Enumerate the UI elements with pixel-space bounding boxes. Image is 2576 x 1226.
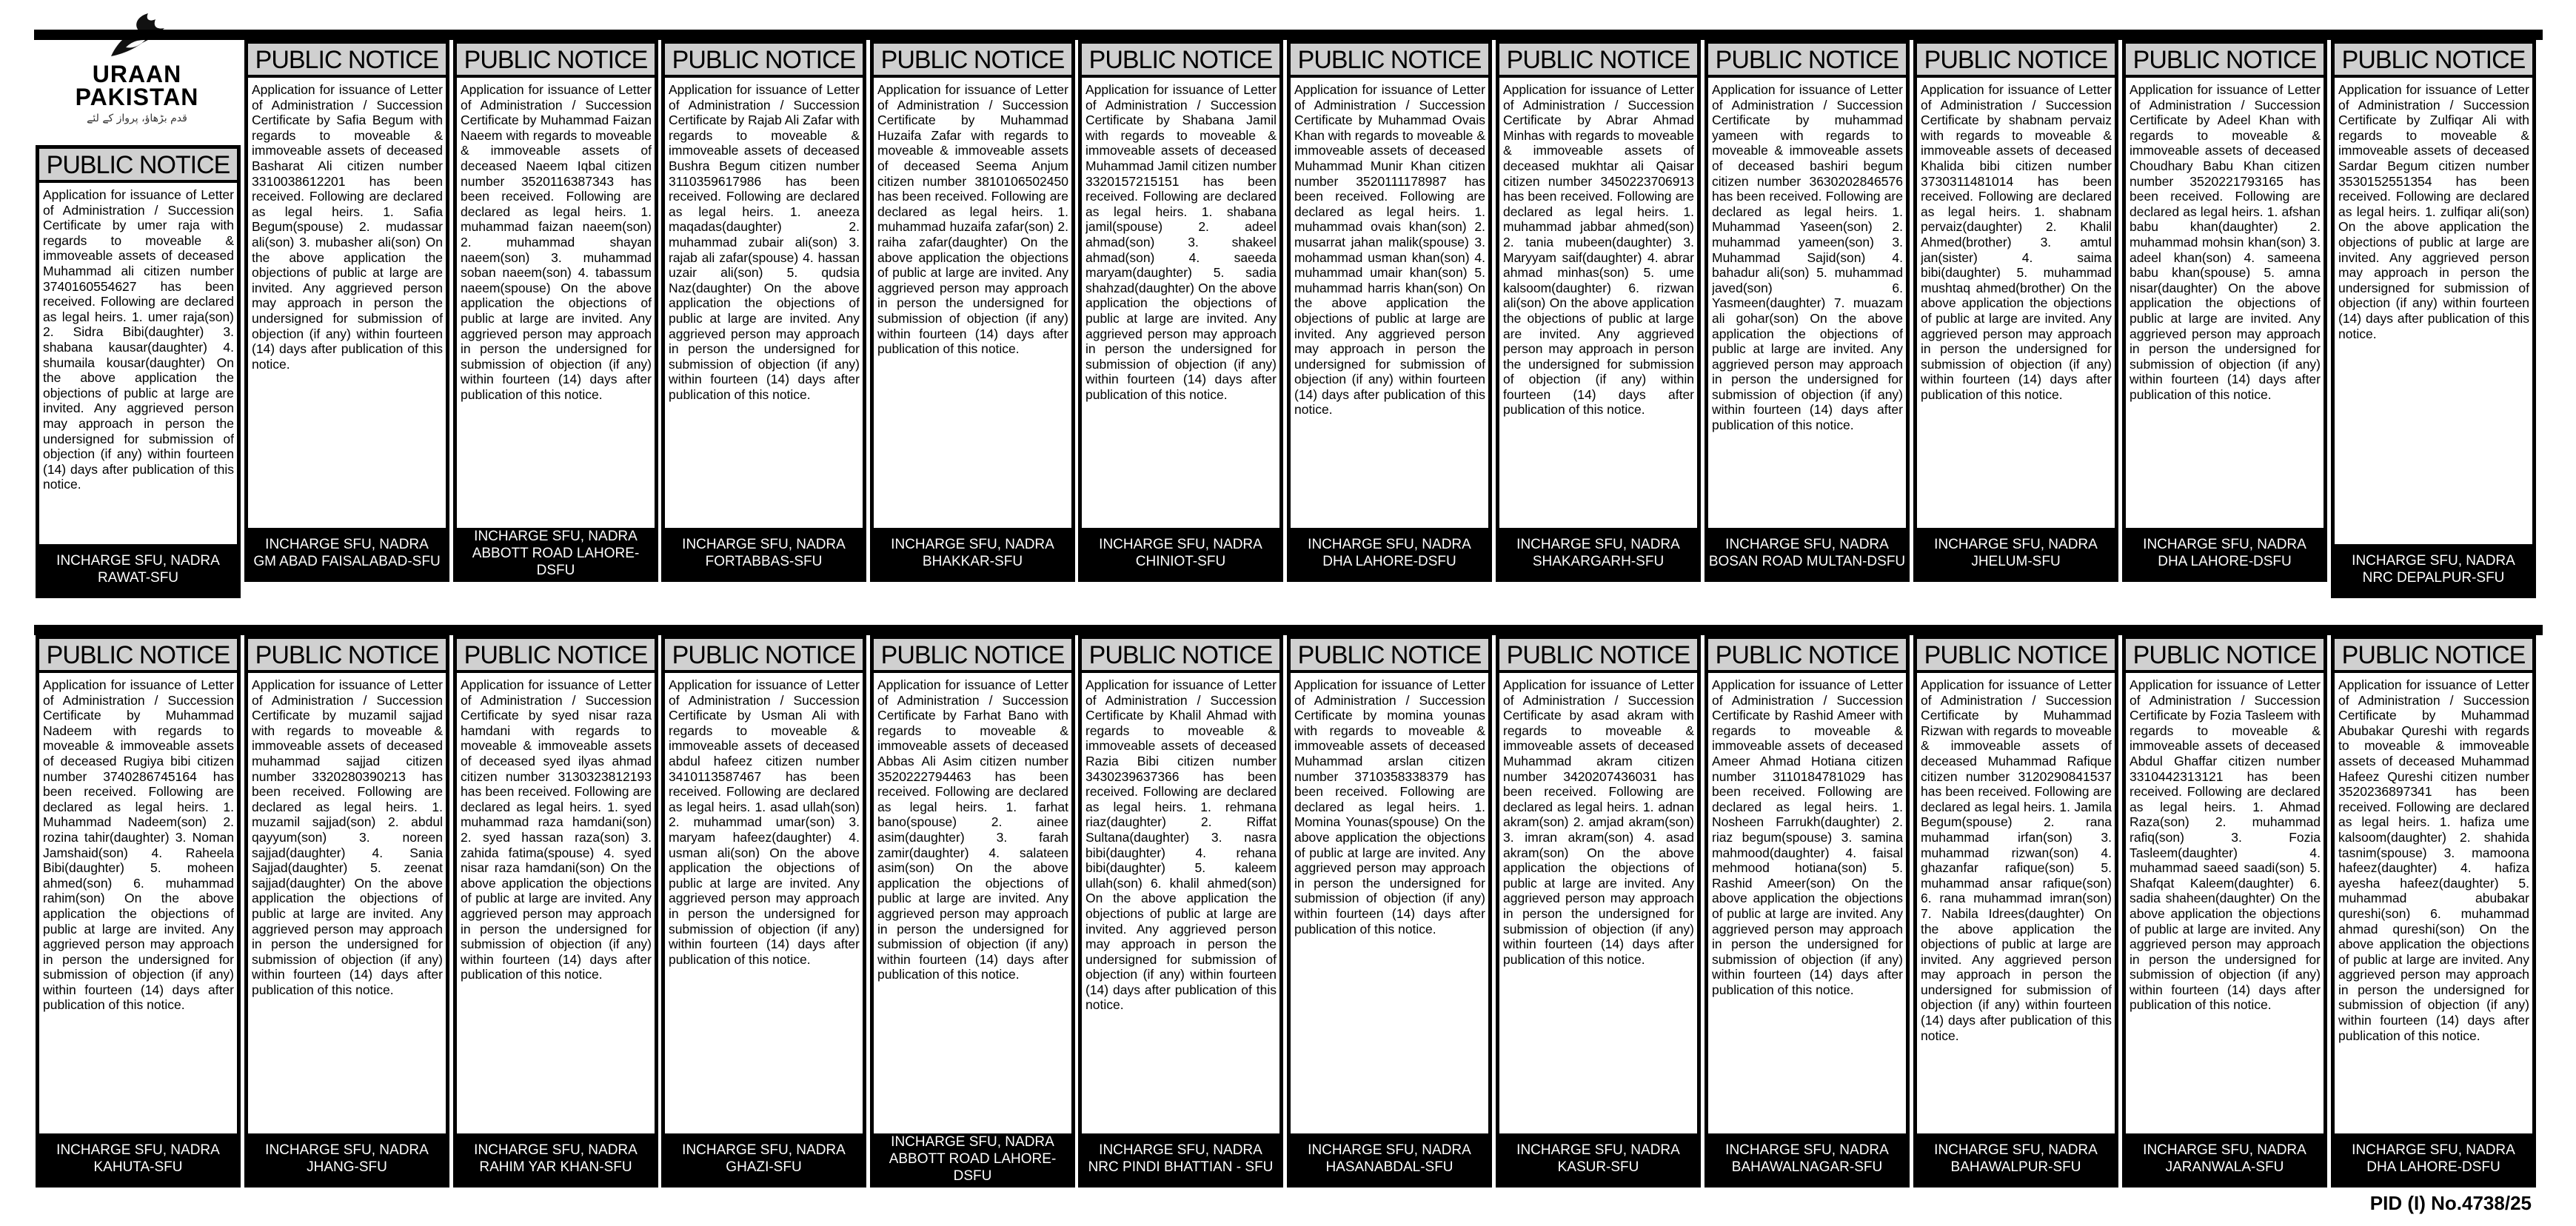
brand-name-line1: URAAN: [92, 61, 182, 87]
notice-body: Application for issuance of Letter of Administration / Succession Certificate by Safia Begum with regards to moveable & immoveable assets of deceased Basharat Ali citizen number 3310038612201 has been received. Following are declared as legal heirs. 1. Safia Begum(spouse) 2. mudassar ali(son) 3. mubasher ali(son) On the above application the objections of public at large are invited. Any aggrieved person may approach in person the undersigned for submission of objection (if any) within fourteen (14) days after publication of this notice.: [252, 82, 443, 372]
footer-role: INCHARGE SFU, NADRA: [1725, 537, 1889, 552]
notice-footer: [1708, 528, 1906, 578]
public-notice-card: [661, 40, 866, 582]
notice-body: Application for issuance of Letter of Administration / Succession Certificate by asad akram with regards to moveable & immoveable assets of deceased Muhammad akram citizen number 3420207436031 has been received. Following are declared as legal heirs. 1. adnan akram(son) 2. amjad akram(son) 3. imran akram(son) 4. asad akram(son) On the above application the objections of public at large are invited. Any aggrieved person may approach in person the undersigned for submission of objection (if any) within fourteen (14) days after publication of this notice.: [1503, 677, 1694, 967]
notice-heading: PUBLIC NOTICE: [1499, 639, 1697, 673]
public-notice-card: [2331, 40, 2536, 598]
top-rule-row2: [34, 625, 2543, 635]
footer-office: ABBOTT ROAD LAHORE-DSFU: [472, 545, 640, 578]
notice-heading: PUBLIC NOTICE: [39, 639, 237, 673]
notice-footer: [1499, 1133, 1697, 1184]
notice-heading: PUBLIC NOTICE: [665, 639, 863, 673]
footer-role: INCHARGE SFU, NADRA: [891, 1133, 1054, 1150]
footer-office: GM ABAD FAISALABAD-SFU: [253, 554, 441, 569]
notice-body: Application for issuance of Letter of Administration / Succession Certificate by umer raja with regards to moveable & immoveable assets of deceased Muhammad ali citizen number 3740160554627 has been received. Following are declared as legal heirs. 1. umer raja(son) 2. Sidra Bibi(daughter) 3. shabana kausar(daughter) 4. shumaila kousar(daughter) On the above application the objections of public at large are invited. Any aggrieved person may approach in person the undersigned for submission of objection (if any) within fourteen (14) days after publication of this notice.: [43, 187, 234, 492]
public-notice-card: [453, 40, 658, 582]
notice-heading: PUBLIC NOTICE: [1708, 44, 1906, 78]
public-notice-card: [1913, 635, 2118, 1188]
notice-footer: [1082, 528, 1279, 578]
footer-office: KAHUTA-SFU: [93, 1159, 183, 1175]
notice-heading: PUBLIC NOTICE: [2126, 44, 2324, 78]
notice-body: Application for issuance of Letter of Administration / Succession Certificate by Rashid Ameer with regards to moveable & immoveable assets of deceased Ameer Ahmad Hotiana citizen number 3110184781029 has been received. Following are declared as legal heirs. 1. Nosheen Farrukh(daughter) 2. riaz begum(spouse) 3. samina mahmood(daughter) 4. faisal mehmood hotiana(son) 5. Rashid Ameer(son) On the above application the objections of public at large are invited. Any aggrieved person may approach in person the undersigned for submission of objection (if any) within fourteen (14) days after publication of this notice.: [1712, 677, 1903, 997]
notice-footer: [2335, 1133, 2532, 1184]
notice-body: Application for issuance of Letter of Administration / Succession Certificate by Farhat Bano with regards to moveable & immoveable assets of deceased Abbas Ali Asim citizen number 3520222794463 has been received. Following are declared as legal heirs. 1. farhat bano(spouse) 2. ainee asim(daughter) 3. farah zamir(daughter) 4. salateen asim(son) On the above application the objections of public at large are invited. Any aggrieved person may approach in person the undersigned for submission of objection (if any) within fourteen (14) days after publication of this notice.: [877, 677, 1068, 982]
notice-heading: PUBLIC NOTICE: [1917, 639, 2115, 673]
public-notice-card: [1078, 40, 1283, 582]
public-notice-card: [870, 635, 1075, 1188]
notice-footer: [665, 528, 863, 578]
notice-footer: [457, 528, 655, 578]
brand-name-line2: PAKISTAN: [75, 84, 199, 110]
footer-office: JARANWALA-SFU: [2165, 1159, 2284, 1175]
notice-body: Application for issuance of Letter of Administration / Succession Certificate by Abrar Ahmad Minhas with regards to moveable & immoveable assets of deceased mukhtar ali Qaisar citizen number 3450223706913 has been received. Following are declared as legal heirs. 1. muhammad jabbar ahmed(son) 2. tania mubeen(daughter) 3. Maryyam saif(daughter) 4. abrar ahmad minhas(son) 5. ume kalsoom(daughter) 6. rizwan ali(son) On the above application the objections of public at large are invited. Any aggrieved person may approach in person the undersigned for submission of objection (if any) within fourteen (14) days after publication of this notice.: [1503, 82, 1694, 418]
footer-role: INCHARGE SFU, NADRA: [1308, 537, 1471, 552]
notice-footer: [248, 1133, 446, 1184]
notice-heading: PUBLIC NOTICE: [248, 44, 446, 78]
footer-role: INCHARGE SFU, NADRA: [682, 537, 846, 552]
footer-office: JHELUM-SFU: [1971, 554, 2061, 569]
footer-role: INCHARGE SFU, NADRA: [56, 1142, 220, 1158]
notice-footer: [1499, 528, 1697, 578]
notice-body: Application for issuance of Letter of Administration / Succession Certificate by syed nisar raza hamdani with regards to moveable & immoveable assets of deceased syed ilyas ahmad citizen number 3130323812193 has been received. Following are declared as legal heirs. 1. syed muhammad raza hamdani(son) 2. syed hassan raza(son) 3. zahida fatima(spouse) 4. syed nisar raza hamdani(son) On the above application the objections of public at large are invited. Any aggrieved person may approach in person the undersigned for submission of objection (if any) within fourteen (14) days after publication of this notice.: [461, 677, 652, 982]
notice-heading: PUBLIC NOTICE: [2126, 639, 2324, 673]
notice-body: Application for issuance of Letter of Administration / Succession Certificate by Khalil Ahmad with regards to moveable & immoveable assets of deceased Razia Bibi citizen number 3430239637366 has been received. Following are declared as legal heirs. 1. rehmana riaz(daughter) 2. Riffat Sultana(daughter) 3. nasra bibi(daughter) 4. rehana bibi(daughter) 5. kaleem ullah(son) 6. khalil ahmed(son) On the above application the objections of public at large are invited. Any aggrieved person may approach in person the undersigned for submission of objection (if any) within fourteen (14) days after publication of this notice.: [1085, 677, 1277, 1013]
notice-footer: [874, 1133, 1071, 1184]
footer-office: DHA LAHORE-DSFU: [1322, 554, 1456, 569]
public-notice-card: [661, 635, 866, 1188]
footer-role: INCHARGE SFU, NADRA: [1099, 1142, 1262, 1158]
top-rule-row1: [34, 30, 2543, 40]
public-notice-card: [36, 145, 241, 598]
notice-body: Application for issuance of Letter of Administration / Succession Certificate by shabnam pervaiz with regards to moveable & immoveable assets of deceased Khalida bibi citizen number 3730311481014 has been received. Following are declared as legal heirs. 1. shabnam pervaiz(daughter) 2. Khalil Ahmed(brother) 3. amtul jan(sister) 4. saima bibi(daughter) 5. muhammad mushtaq ahmed(brother) On the above application the objections of public at large are invited. Any aggrieved person may approach in person the undersigned for submission of objection (if any) within fourteen (14) days after publication of this notice.: [1921, 82, 2112, 402]
notice-footer: [1291, 528, 1488, 578]
footer-role: INCHARGE SFU, NADRA: [1308, 1142, 1471, 1158]
notice-heading: PUBLIC NOTICE: [1917, 44, 2115, 78]
notice-heading: PUBLIC NOTICE: [1082, 639, 1279, 673]
footer-role: INCHARGE SFU, NADRA: [1725, 1142, 1889, 1158]
notice-heading: PUBLIC NOTICE: [457, 44, 655, 78]
notice-body: Application for issuance of Letter of Administration / Succession Certificate by Usman Ali with regards to moveable & immoveable assets of deceased abdul hafeez citizen number 3410113587467 has been received. Following are declared as legal heirs. 1. asad ullah(son) 2. muhammad umar(son) 3. maryam hafeez(daughter) 4. usman ali(son) On the above application the objections of public at large are invited. Any aggrieved person may approach in person the undersigned for submission of objection (if any) within fourteen (14) days after publication of this notice.: [669, 677, 860, 967]
footer-role: INCHARGE SFU, NADRA: [56, 553, 220, 569]
notice-footer: [2126, 1133, 2324, 1184]
footer-office: DHA LAHORE-DSFU: [2158, 554, 2292, 569]
public-notice-card: [2331, 635, 2536, 1188]
notice-body: Application for issuance of Letter of Administration / Succession Certificate by Rajab Ali Zafar with regards to moveable & immoveable assets of deceased Bushra Begum citizen number 3110359617986 has been received. Following are declared as legal heirs. 1. aneeza maqadas(daughter) 2. muhammad zubair ali(son) 3. rajab ali zafar(spouse) 4. hassan uzair ali(son) 5. qudsia Naz(daughter) On the above application the objections of public at large are invited. Any aggrieved person may approach in person the undersigned for submission of objection (if any) within fourteen (14) days after publication of this notice.: [669, 82, 860, 402]
notice-body: Application for issuance of Letter of Administration / Succession Certificate by Muhammad Abubakar Qureshi with regards to moveable & immoveable assets of deceased Muhammad Hafeez Qureshi citizen number 3520236897341 has been received. Following are declared as legal heirs. 1. hafiza ume kalsoom(daughter) 2. shahida tasnim(spouse) 3. mamoona hafeez(daughter) 4. hafiza ayesha hafeez(daughter) 5. muhammad abubakar qureshi(son) 6. muhammad ahmad qureshi(son) On the above application the objections of public at large are invited. Any aggrieved person may approach in person the undersigned for submission of objection (if any) within fourteen (14) days after publication of this notice.: [2338, 677, 2529, 1043]
footer-role: INCHARGE SFU, NADRA: [1099, 537, 1262, 552]
public-notice-card: [244, 635, 449, 1188]
footer-office: BAHAWALPUR-SFU: [1950, 1159, 2081, 1175]
public-notice-card: [2122, 40, 2327, 582]
notice-footer: [1291, 1133, 1488, 1184]
footer-office: BHAKKAR-SFU: [922, 554, 1023, 569]
notice-heading: PUBLIC NOTICE: [2335, 639, 2532, 673]
pid-number: PID (I) No.4738/25: [2369, 1192, 2532, 1214]
notice-body: Application for issuance of Letter of Administration / Succession Certificate by momina younas with regards to moveable & immoveable assets of deceased Muhammad arslan citizen number 3710358338379 has been received. Following are declared as legal heirs. 1. Momina Younas(spouse) On the above application the objections of public at large are invited. Any aggrieved person may approach in person the undersigned for submission of objection (if any) within fourteen (14) days after publication of this notice.: [1294, 677, 1485, 937]
footer-role: INCHARGE SFU, NADRA: [682, 1142, 846, 1158]
notice-footer: [2335, 544, 2532, 594]
notice-heading: PUBLIC NOTICE: [457, 639, 655, 673]
notice-footer: [1708, 1133, 1906, 1184]
notice-footer: [1917, 1133, 2115, 1184]
public-notice-card: [1078, 635, 1283, 1188]
notice-body: Application for issuance of Letter of Administration / Succession Certificate by Muhammad Rizwan with regards to moveable & immoveable assets of deceased Muhammad Rafique citizen number 3120290841537 has been received. Following are declared as legal heirs. 1. Jamila Begum(spouse) 2. rana muhammad irfan(son) 3. muhammad rizwan(son) 4. ghazanfar rafique(son) 5. muhammad ansar rafique(son) 6. rana muhammad imran(son) 7. Nabila Idrees(daughter) On the above application the objections of public at large are invited. Any aggrieved person may approach in person the undersigned for submission of objection (if any) within fourteen (14) days after publication of this notice.: [1921, 677, 2112, 1043]
notice-heading: PUBLIC NOTICE: [2335, 44, 2532, 78]
brand-tagline: قدم بڑھاؤ، پرواز کے لئے: [87, 113, 187, 124]
footer-office: RAWAT-SFU: [97, 570, 179, 586]
notice-heading: PUBLIC NOTICE: [874, 639, 1071, 673]
notice-footer: [1917, 528, 2115, 578]
notice-heading: PUBLIC NOTICE: [39, 149, 237, 183]
notice-footer: [457, 1133, 655, 1184]
footer-office: ABBOTT ROAD LAHORE-DSFU: [889, 1150, 1057, 1184]
notice-body: Application for issuance of Letter of Administration / Succession Certificate by Muhammad Huzaifa Zafar with regards to moveable & immoveable assets of deceased Seema Anjum citizen number 3810106502450 has been received. Following are declared as legal heirs. 1. muhammad huzaifa zafar(son) 2. raiha zafar(daughter) On the above application the objections of public at large are invited. Any aggrieved person may approach in person the undersigned for submission of objection (if any) within fourteen (14) days after publication of this notice.: [877, 82, 1068, 357]
notice-footer: [665, 1133, 863, 1184]
public-notice-card: [1287, 635, 1492, 1188]
footer-role: INCHARGE SFU, NADRA: [2143, 1142, 2306, 1158]
public-notice-card: [1496, 40, 1701, 582]
footer-office: KASUR-SFU: [1557, 1159, 1639, 1175]
footer-office: GHAZI-SFU: [726, 1159, 802, 1175]
footer-office: HASANABDAL-SFU: [1325, 1159, 1453, 1175]
footer-office: RAHIM YAR KHAN-SFU: [479, 1159, 632, 1175]
public-notice-card: [2122, 635, 2327, 1188]
footer-role: INCHARGE SFU, NADRA: [474, 528, 638, 544]
public-notice-card: [453, 635, 658, 1188]
notice-footer: [248, 528, 446, 578]
public-notice-card: [1704, 40, 1910, 582]
public-notice-card: [244, 40, 449, 582]
notice-heading: PUBLIC NOTICE: [1499, 44, 1697, 78]
notice-heading: PUBLIC NOTICE: [1708, 639, 1906, 673]
notice-body: Application for issuance of Letter of Administration / Succession Certificate by Muhammad Nadeem with regards to moveable & immoveable assets of deceased Rugiya bibi citizen number 3740286745164 has been received. Following are declared as legal heirs. 1. Muhammad Nadeem(son) 2. rozina tahir(daughter) 3. Noman Jamshaid(son) 4. Raheela Bibi(daughter) 5. moheen ahmed(son) 6. muhammad rahim(son) On the above application the objections of public at large are invited. Any aggrieved person may approach in person the undersigned for submission of objection (if any) within fourteen (14) days after publication of this notice.: [43, 677, 234, 1013]
footer-office: DHA LAHORE-DSFU: [2366, 1159, 2500, 1175]
notice-body: Application for issuance of Letter of Administration / Succession Certificate by muzamil sajjad with regards to moveable & immoveable assets of deceased muhammad sajjad citizen number 3320280390213 has been received. Following are declared as legal heirs. 1. muzamil sajjad(son) 2. abdul qayyum(son) 3. noreen sajjad(daughter) 4. Sania Sajjad(daughter) 5. zeenat sajjad(daughter) On the above application the objections of public at large are invited. Any aggrieved person may approach in person the undersigned for submission of objection (if any) within fourteen (14) days after publication of this notice.: [252, 677, 443, 997]
footer-office: NRC DEPALPUR-SFU: [2362, 570, 2505, 586]
notice-heading: PUBLIC NOTICE: [1291, 639, 1488, 673]
notice-body: Application for issuance of Letter of Administration / Succession Certificate by Muhammad Faizan Naeem with regards to moveable & immoveable assets of deceased Naeem Iqbal citizen number 3520116387343 has been received. Following are declared as legal heirs. 1. muhammad faizan naeem(son) 2. muhammad shayan naeem(son) 3. muhammad soban naeem(son) 4. tabassum naeem(spouse) On the above application the objections of public at large are invited. Any aggrieved person may approach in person the undersigned for submission of objection (if any) within fourteen (14) days after publication of this notice.: [461, 82, 652, 402]
public-notice-card: [36, 635, 241, 1188]
notice-body: Application for issuance of Letter of Administration / Succession Certificate by Muhammad Ovais Khan with regards to moveable & immoveable assets of deceased Muhammad Munir Khan citizen number 3520111178987 has been received. Following are declared as legal heirs. 1. muhammad ovais khan(son) 2. musarrat jahan malik(spouse) 3. mohammad usman khan(son) 4. muhammad umair khan(son) 5. muhammad harris khan(son) On the above application the objections of public at large are invited. Any aggrieved person may approach in person the undersigned for submission of objection (if any) within fourteen (14) days after publication of this notice.: [1294, 82, 1485, 418]
footer-role: INCHARGE SFU, NADRA: [474, 1142, 638, 1158]
footer-role: INCHARGE SFU, NADRA: [891, 537, 1054, 552]
notice-footer: [39, 1133, 237, 1184]
notice-footer: [1082, 1133, 1279, 1184]
footer-role: INCHARGE SFU, NADRA: [1516, 537, 1680, 552]
footer-role: INCHARGE SFU, NADRA: [1516, 1142, 1680, 1158]
footer-office: BOSAN ROAD MULTAN-DSFU: [1708, 554, 1906, 569]
notice-heading: PUBLIC NOTICE: [665, 44, 863, 78]
footer-role: INCHARGE SFU, NADRA: [2352, 553, 2515, 569]
footer-office: BAHAWALNAGAR-SFU: [1731, 1159, 1883, 1175]
public-notice-card: [1496, 635, 1701, 1188]
footer-role: INCHARGE SFU, NADRA: [1934, 537, 2098, 552]
notice-footer: [2126, 528, 2324, 578]
notice-heading: PUBLIC NOTICE: [1291, 44, 1488, 78]
notice-heading: PUBLIC NOTICE: [1082, 44, 1279, 78]
notice-footer: [39, 544, 237, 594]
footer-role: INCHARGE SFU, NADRA: [2352, 1142, 2515, 1158]
footer-role: INCHARGE SFU, NADRA: [265, 537, 429, 552]
footer-role: INCHARGE SFU, NADRA: [2143, 537, 2306, 552]
footer-role: INCHARGE SFU, NADRA: [1934, 1142, 2098, 1158]
notice-body: Application for issuance of Letter of Administration / Succession Certificate by Shabana Jamil with regards to moveable & immoveable assets of deceased Muhammad Jamil citizen number 3320157215151 has been received. Following are declared as legal heirs. 1. shabana jamil(spouse) 2. adeel ahmad(son) 3. shakeel ahmad(son) 4. saeeda maryam(daughter) 5. sadia shahzad(daughter) On the above application the objections of public at large are invited. Any aggrieved person may approach in person the undersigned for submission of objection (if any) within fourteen (14) days after publication of this notice.: [1085, 82, 1277, 402]
public-notice-card: [870, 40, 1075, 582]
public-notice-card: [1287, 40, 1492, 582]
footer-office: FORTABBAS-SFU: [705, 554, 823, 569]
notice-body: Application for issuance of Letter of Administration / Succession Certificate by Zulfiqar Ali with regards to moveable & immoveable assets of deceased Sardar Begum citizen number 3530152551354 has been received. Following are declared as legal heirs. 1. zulfiqar ali(son) On the above application the objections of public at large are invited. Any aggrieved person may approach in person the undersigned for submission of objection (if any) within fourteen (14) days after publication of this notice.: [2338, 82, 2529, 341]
notice-body: Application for issuance of Letter of Administration / Succession Certificate by muhammad yameen with regards to moveable & immoveable assets of deceased bashiri begum citizen number 3630202846576 has been received. Following are declared as legal heirs. 1. Muhammad Yaseen(son) 2. muhammad yameen(son) 3. Muhammad Sajid(son) 4. bahadur ali(son) 5. muhammad javed(son) 6. Yasmeen(daughter) 7. muazam ali gohar(son) On the above application the objections of public at large are invited. Any aggrieved person may approach in person the undersigned for submission of objection (if any) within fourteen (14) days after publication of this notice.: [1712, 82, 1903, 433]
footer-office: SHAKARGARH-SFU: [1532, 554, 1665, 569]
notice-body: Application for issuance of Letter of Administration / Succession Certificate by Fozia Tasleem with regards to moveable & immoveable assets of deceased Abdul Ghaffar citizen number 3310442313121 has been received. Following are declared as legal heirs. 1. Ahmad Raza(son) 2. muhammad rafiq(son) 3. Fozia Tasleem(daughter) 4. muhammad saeed saadi(son) 5. Shafqat Kaleem(daughter) 6. sadia shaheen(daughter) On the above application the objections of public at large are invited. Any aggrieved person may approach in person the undersigned for submission of objection (if any) within fourteen (14) days after publication of this notice.: [2130, 677, 2321, 1013]
public-notice-card: [1913, 40, 2118, 582]
footer-office: NRC PINDI BHATTIAN - SFU: [1088, 1159, 1274, 1175]
footer-office: CHINIOT-SFU: [1135, 554, 1226, 569]
notice-heading: PUBLIC NOTICE: [248, 639, 446, 673]
footer-office: JHANG-SFU: [307, 1159, 387, 1175]
notice-footer: [874, 528, 1071, 578]
notice-heading: PUBLIC NOTICE: [874, 44, 1071, 78]
notice-body: Application for issuance of Letter of Administration / Succession Certificate by Adeel Khan with regards to moveable & immoveable assets of deceased Choudhary Babu Khan citizen number 3520221793165 has been received. Following are declared as legal heirs. 1. afshan babu khan(daughter) 2. muhammad mohsin khan(son) 3. adeel khan(son) 4. sameena babu khan(spouse) 5. amna nisar(daughter) On the above application the objections of public at large are invited. Any aggrieved person may approach in person the undersigned for submission of objection (if any) within fourteen (14) days after publication of this notice.: [2130, 82, 2321, 402]
public-notice-card: [1704, 635, 1910, 1188]
footer-role: INCHARGE SFU, NADRA: [265, 1142, 429, 1158]
